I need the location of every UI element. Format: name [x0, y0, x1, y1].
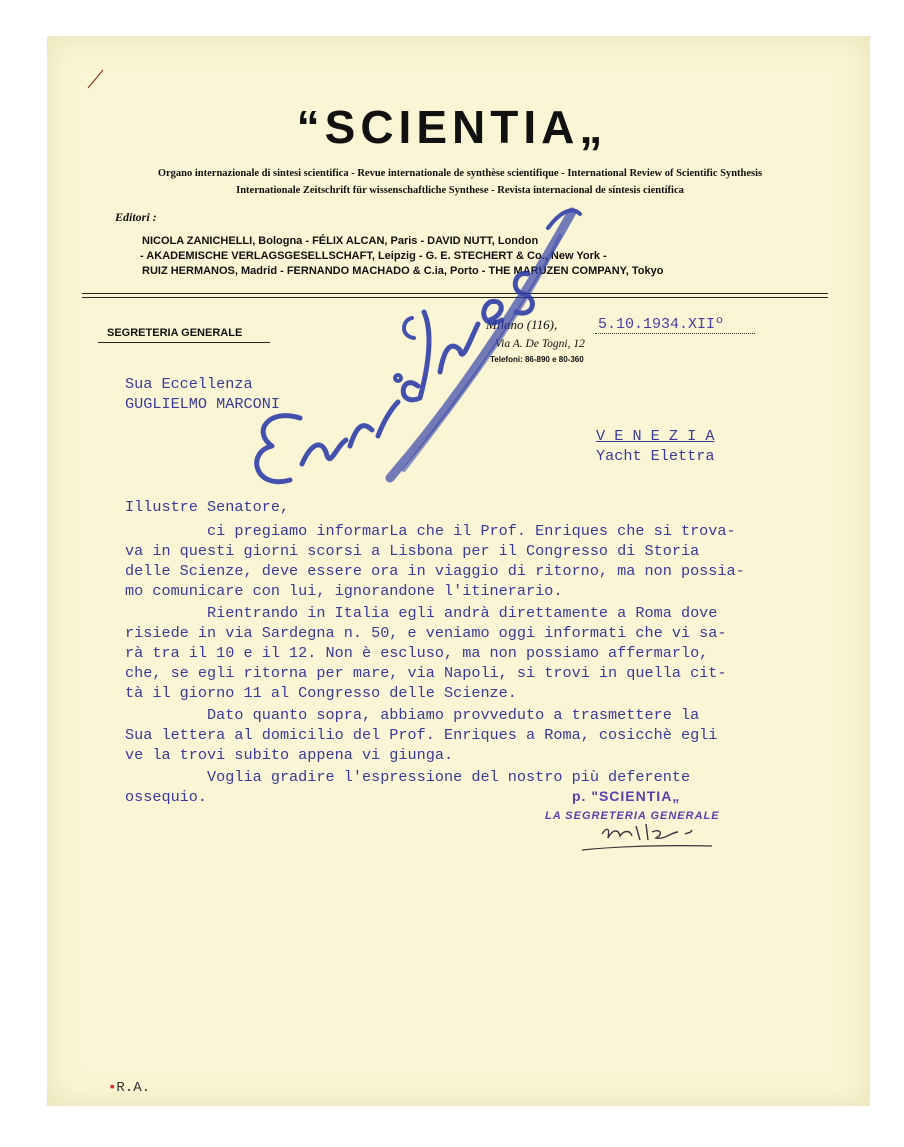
body-line-10: Dato quanto sopra, abbiamo provveduto a trasmettere la [125, 706, 700, 724]
office-telephone: Telefoni: 86-890 e 80-360 [490, 355, 584, 364]
stamp-line-1: p. "SCIENTIA„ [572, 788, 681, 804]
body-line-4: mo comunicare con lui, ignorandone l'itinerario. [125, 582, 563, 600]
body-line-5: Rientrando in Italia egli andrà direttamente a Roma dove [125, 604, 718, 622]
body-line-14: ossequio. [125, 788, 208, 806]
body-line-1: ci pregiamo informarLa che il Prof. Enriques che si trova- [125, 522, 736, 540]
letterhead-subtitle-2: Internationale Zeitschrift für wissenschaftliche Synthese - Revista internacional de síntesis científica [236, 185, 684, 196]
body-line-13: Voglia gradire l'espressione del nostro più deferente [125, 768, 691, 786]
letterhead-title: “SCIENTIA„ [296, 101, 608, 153]
recipient-line-2: GUGLIELMO MARCONI [125, 395, 280, 413]
letter-date: 5.10.1934.XIIº [598, 316, 725, 333]
salutation: Illustre Senatore, [125, 498, 290, 516]
body-line-6: risiede in via Sardegna n. 50, e veniamo oggi informati che vi sa- [125, 624, 727, 642]
red-dot-icon: • [108, 1080, 117, 1096]
body-line-2: va in questi giorni scorsi a Lisbona per il Congresso di Storia [125, 542, 700, 560]
body-line-11: Sua lettera al domicilio del Prof. Enriques a Roma, cosicchè egli [125, 726, 718, 744]
body-line-9: tà il giorno 11 al Congresso delle Scienze. [125, 684, 517, 702]
editori-label: Editori : [115, 210, 157, 224]
editori-line-2: - AKADEMISCHE VERLAGSGESELLSCHAFT, Leipzig - G. E. STECHERT & Co., New York - [140, 250, 607, 262]
stamp-line-2: LA SEGRETERIA GENERALE [545, 810, 720, 822]
recipient-city: V E N E Z I A [596, 427, 715, 445]
editori-line-3: RUIZ HERMANOS, Madrid - FERNANDO MACHADO & C.ia, Porto - THE MARUZEN COMPANY, Tokyo [142, 265, 664, 277]
body-line-7: rà tra il 10 e il 12. Non è escluso, ma non possiamo affermarlo, [125, 644, 709, 662]
body-line-8: che, se egli ritorna per mare, via Napoli, si trovi in quella cit- [125, 664, 727, 682]
recipient-vessel: Yacht Elettra [596, 447, 715, 465]
body-line-3: delle Scienze, deve essere ora in viaggio di ritorno, ma non possia- [125, 562, 745, 580]
letterhead-subtitle-1: Organo internazionale di sintesi scientifica - Revue internationale de synthèse scientifique - International Review of Scientific Synthesis [157, 168, 763, 179]
editori-line-1: NICOLA ZANICHELLI, Bologna - FÉLIX ALCAN, Paris - DAVID NUTT, London [142, 235, 539, 247]
place-label: Milano (116), [486, 317, 558, 332]
office-address: Via A. De Togni, 12 [495, 338, 585, 350]
archive-initials: •R.A. [108, 1080, 151, 1096]
recipient-line-1: Sua Eccellenza [125, 375, 253, 393]
segreteria-label: SEGRETERIA GENERALE [107, 327, 243, 339]
body-line-12: ve la trovi subito appena vi giunga. [125, 746, 454, 764]
